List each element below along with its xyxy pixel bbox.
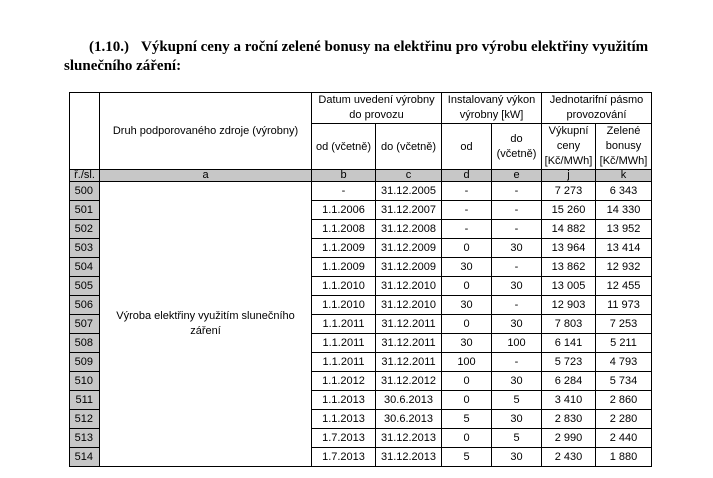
date-to-cell: 31.12.2007 [376, 201, 442, 220]
date-to-cell: 30.6.2013 [376, 410, 442, 429]
capacity-to-cell: - [492, 201, 542, 220]
date-to-cell: 31.12.2005 [376, 182, 442, 201]
row-number-cell: 512 [70, 410, 100, 429]
column-letter: j [542, 170, 596, 182]
section-title: Výkupní ceny a roční zelené bonusy na elektřinu pro výrobu elektřiny využitím slunečního záření: [64, 39, 649, 74]
capacity-to-header: do (včetně) [492, 124, 542, 170]
feed-in-price-cell: 2 430 [542, 448, 596, 467]
source-name-cell: Výroba elektřiny využitím slunečního záření [100, 182, 312, 467]
date-from-cell: 1.1.2010 [312, 296, 376, 315]
row-number-cell: 504 [70, 258, 100, 277]
feed-in-price-cell: 2 990 [542, 429, 596, 448]
date-to-cell: 31.12.2011 [376, 315, 442, 334]
feed-in-price-cell: 3 410 [542, 391, 596, 410]
green-bonus-cell: 13 414 [596, 239, 652, 258]
date-from-cell: 1.1.2011 [312, 334, 376, 353]
feed-in-price-cell: 13 964 [542, 239, 596, 258]
feed-in-price-cell: 14 882 [542, 220, 596, 239]
row-number-cell: 513 [70, 429, 100, 448]
capacity-from-cell: 30 [442, 296, 492, 315]
date-from-cell: 1.1.2009 [312, 258, 376, 277]
date-from-cell: 1.1.2012 [312, 372, 376, 391]
feed-in-price-cell: 15 260 [542, 201, 596, 220]
date-to-header: do (včetně) [376, 124, 442, 170]
column-letter: a [100, 170, 312, 182]
green-bonus-cell: 1 880 [596, 448, 652, 467]
date-to-cell: 31.12.2008 [376, 220, 442, 239]
date-from-cell: 1.1.2010 [312, 277, 376, 296]
feed-in-price-cell: 6 141 [542, 334, 596, 353]
row-number-cell: 503 [70, 239, 100, 258]
green-bonus-header: Zelené bonusy [Kč/MWh] [596, 124, 652, 170]
capacity-to-cell: 30 [492, 448, 542, 467]
capacity-to-cell: - [492, 220, 542, 239]
capacity-to-cell: 30 [492, 239, 542, 258]
date-to-cell: 31.12.2010 [376, 296, 442, 315]
capacity-to-cell: 5 [492, 391, 542, 410]
section-heading [64, 38, 704, 76]
date-to-cell: 31.12.2009 [376, 258, 442, 277]
date-from-cell: 1.1.2009 [312, 239, 376, 258]
capacity-to-cell: 30 [492, 315, 542, 334]
capacity-from-cell: 0 [442, 429, 492, 448]
date-from-cell: - [312, 182, 376, 201]
feed-in-price-cell: 7 273 [542, 182, 596, 201]
date-from-cell: 1.1.2011 [312, 353, 376, 372]
green-bonus-cell: 7 253 [596, 315, 652, 334]
date-from-cell: 1.1.2013 [312, 410, 376, 429]
feed-in-price-header: Výkupní ceny [Kč/MWh] [542, 124, 596, 170]
date-from-header: od (včetně) [312, 124, 376, 170]
capacity-from-cell: 100 [442, 353, 492, 372]
section-number: (1.10.) [89, 39, 129, 55]
column-letter: c [376, 170, 442, 182]
row-number-cell: 510 [70, 372, 100, 391]
capacity-from-header: od [442, 124, 492, 170]
date-from-cell: 1.1.2006 [312, 201, 376, 220]
capacity-from-cell: 5 [442, 448, 492, 467]
date-to-cell: 31.12.2012 [376, 372, 442, 391]
green-bonus-cell: 5 211 [596, 334, 652, 353]
date-from-cell: 1.1.2013 [312, 391, 376, 410]
capacity-from-cell: 0 [442, 239, 492, 258]
capacity-from-cell: - [442, 182, 492, 201]
green-bonus-cell: 2 440 [596, 429, 652, 448]
date-from-cell: 1.1.2011 [312, 315, 376, 334]
commissioning-date-header: Datum uvedení výrobny do provozu [312, 93, 442, 124]
date-to-cell: 31.12.2013 [376, 448, 442, 467]
row-number-cell: 514 [70, 448, 100, 467]
row-number-header-cell [70, 93, 100, 170]
row-number-cell: 505 [70, 277, 100, 296]
date-to-cell: 31.12.2013 [376, 429, 442, 448]
column-letter: k [596, 170, 652, 182]
feed-in-tariff-table [69, 92, 652, 467]
green-bonus-cell: 12 455 [596, 277, 652, 296]
row-number-cell: 509 [70, 353, 100, 372]
green-bonus-cell: 2 860 [596, 391, 652, 410]
row-number-cell: 508 [70, 334, 100, 353]
capacity-to-cell: 5 [492, 429, 542, 448]
date-to-cell: 31.12.2011 [376, 353, 442, 372]
table-row [70, 182, 652, 201]
date-from-cell: 1.7.2013 [312, 448, 376, 467]
capacity-to-cell: - [492, 258, 542, 277]
capacity-from-cell: 0 [442, 391, 492, 410]
capacity-from-cell: 30 [442, 334, 492, 353]
capacity-to-cell: 30 [492, 410, 542, 429]
date-to-cell: 31.12.2010 [376, 277, 442, 296]
date-to-cell: 30.6.2013 [376, 391, 442, 410]
capacity-to-cell: 30 [492, 277, 542, 296]
row-number-cell: 511 [70, 391, 100, 410]
feed-in-price-cell: 13 005 [542, 277, 596, 296]
green-bonus-cell: 13 952 [596, 220, 652, 239]
single-tariff-header: Jednotarifní pásmo provozování [542, 93, 652, 124]
source-type-header: Druh podporovaného zdroje (výrobny) [100, 93, 312, 170]
capacity-to-cell: - [492, 296, 542, 315]
column-letter: d [442, 170, 492, 182]
feed-in-price-cell: 2 830 [542, 410, 596, 429]
green-bonus-cell: 14 330 [596, 201, 652, 220]
green-bonus-cell: 11 973 [596, 296, 652, 315]
date-to-cell: 31.12.2011 [376, 334, 442, 353]
feed-in-price-cell: 5 723 [542, 353, 596, 372]
capacity-from-cell: 0 [442, 277, 492, 296]
capacity-to-cell: 100 [492, 334, 542, 353]
column-letter: e [492, 170, 542, 182]
capacity-from-cell: 0 [442, 372, 492, 391]
row-number-cell: 500 [70, 182, 100, 201]
green-bonus-cell: 6 343 [596, 182, 652, 201]
installed-capacity-header: Instalovaný výkon výrobny [kW] [442, 93, 542, 124]
feed-in-price-cell: 12 903 [542, 296, 596, 315]
capacity-from-cell: - [442, 201, 492, 220]
capacity-to-cell: 30 [492, 372, 542, 391]
green-bonus-cell: 12 932 [596, 258, 652, 277]
feed-in-price-cell: 6 284 [542, 372, 596, 391]
capacity-to-cell: - [492, 182, 542, 201]
capacity-from-cell: - [442, 220, 492, 239]
column-letter-row [70, 170, 652, 182]
feed-in-price-cell: 13 862 [542, 258, 596, 277]
row-number-cell: 506 [70, 296, 100, 315]
date-from-cell: 1.1.2008 [312, 220, 376, 239]
capacity-to-cell: - [492, 353, 542, 372]
capacity-from-cell: 0 [442, 315, 492, 334]
date-from-cell: 1.7.2013 [312, 429, 376, 448]
green-bonus-cell: 5 734 [596, 372, 652, 391]
column-letter: ř./sl. [70, 170, 100, 182]
row-number-cell: 507 [70, 315, 100, 334]
green-bonus-cell: 2 280 [596, 410, 652, 429]
row-number-cell: 501 [70, 201, 100, 220]
capacity-from-cell: 30 [442, 258, 492, 277]
row-number-cell: 502 [70, 220, 100, 239]
column-letter: b [312, 170, 376, 182]
green-bonus-cell: 4 793 [596, 353, 652, 372]
date-to-cell: 31.12.2009 [376, 239, 442, 258]
capacity-from-cell: 5 [442, 410, 492, 429]
feed-in-price-cell: 7 803 [542, 315, 596, 334]
